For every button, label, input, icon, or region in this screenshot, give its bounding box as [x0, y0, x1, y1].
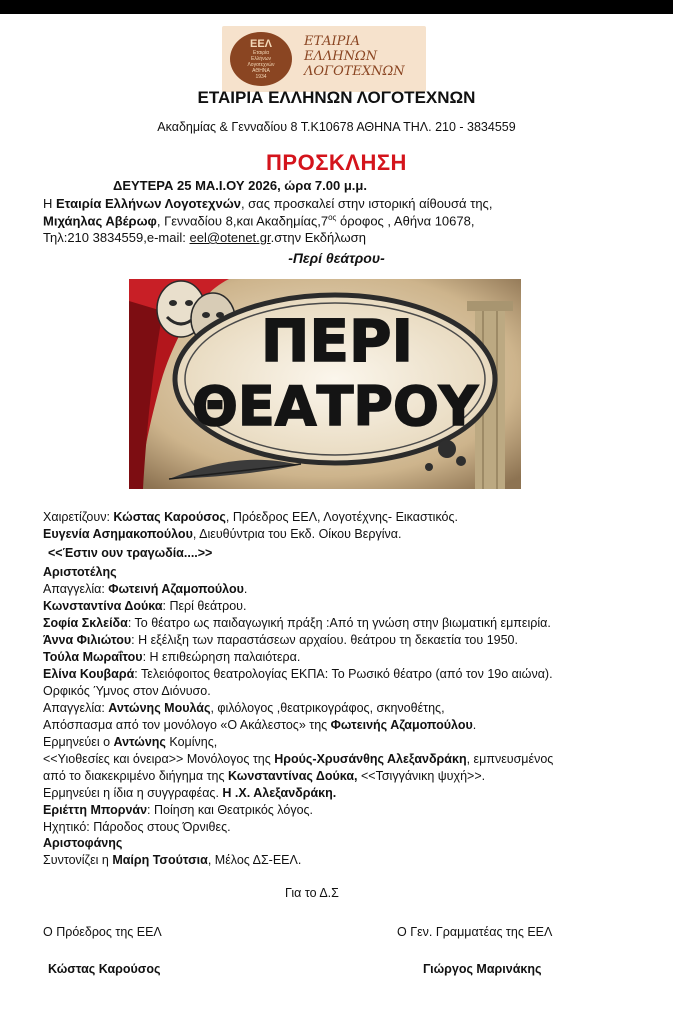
speaker-name: Κωνσταντίνα Δούκα [43, 599, 163, 613]
org-address: Ακαδημίας & Γενναδίου 8 Τ.Κ10678 ΑΘΗΝΑ ΤΗΛ. 210 - 3834559 [157, 120, 516, 134]
speaker-name: Ευγενία Ασημακοπούλου [43, 527, 193, 541]
text-span: Η [43, 196, 56, 211]
for-board-label: Για το Δ.Σ [285, 886, 339, 900]
text-span: από το διακεκριμένο διήγημα της [43, 769, 229, 783]
speaker-name: Κώστας Καρούσος [113, 510, 226, 524]
text-span: Απαγγελία: [43, 582, 109, 596]
author-name: Κωνσταντίνας Δούκα, [228, 769, 358, 783]
speaker-name: Φωτεινή Αζαμοπούλου [108, 582, 244, 596]
author-name: Φωτεινής Αζαμοπούλου [330, 718, 473, 732]
logo-text-line: ΛΟΓΟΤΕΧΝΩΝ [304, 64, 405, 79]
program-line [43, 599, 246, 613]
president-title: Ο Πρόεδρος της ΕΕΛ [43, 925, 162, 939]
text-span: , σας προσκαλεί στην ιστορική αίθουσά της, [240, 196, 493, 211]
author-name: Ηρούς-Χρυσάνθης Αλεξανδράκη [274, 752, 467, 766]
seal-line: 1934 [255, 74, 267, 80]
text-span: Κομίνης, [165, 735, 218, 749]
program-line [43, 735, 217, 749]
text-span: Τηλ:210 3834559,e-mail: [43, 230, 190, 245]
program-line [43, 786, 336, 800]
logo-text-line: ΕΛΛΗΝΩΝ [304, 49, 378, 64]
text-span: Χαιρετίζουν: [43, 510, 114, 524]
invitation-paragraph-line [43, 213, 474, 228]
text-span: Ερμηνεύει ο [43, 735, 114, 749]
text-span: <<Υιοθεσίες και όνειρα>> Μονόλογος της [43, 752, 275, 766]
text-span: Ερμηνεύει η ίδια η συγγραφέας. [43, 786, 223, 800]
invitation-paragraph-line [43, 196, 492, 211]
text-span: όροφος , Αθήνα 10678, [336, 213, 475, 229]
program-line [43, 769, 485, 783]
top-status-bar [0, 0, 673, 14]
text-span: . [243, 582, 248, 596]
text-span: Συντονίζει η [43, 853, 113, 867]
speaker-name: Σοφία Σκλείδα [43, 616, 128, 630]
invitation-title: ΠΡΟΣΚΛΗΣΗ [266, 150, 407, 175]
event-poster [129, 279, 521, 489]
text-span: Απαγγελία: [43, 701, 109, 715]
event-date: ΔΕΥΤΕΡΑ 25 ΜΑ.Ι.ΟΥ 2026, ώρα 7.00 μ.μ. [113, 178, 367, 193]
ordinal-suffix: ος [328, 213, 337, 222]
seal-line: ΑΘΗΝΑ [252, 68, 270, 74]
program-line [43, 582, 247, 596]
secretary-name: Γιώργος Μαρινάκης [423, 962, 542, 976]
text-span: Απόσπασμα από τον μονόλογο «Ο Ακάλεστος» της [43, 718, 331, 732]
program-line: Ορφικός Ύμνος στον Διόνυσο. [43, 684, 211, 698]
seal-line: Ελλήνων [250, 56, 272, 62]
program-line [43, 510, 458, 524]
society-name: Εταιρία Ελλήνων Λογοτεχνών [56, 196, 241, 211]
performer-name: Αντώνης [113, 735, 166, 749]
program-line [43, 853, 301, 867]
author-name: Η .Χ. Αλεξανδράκη. [222, 786, 337, 800]
invitation-paragraph-line [43, 230, 366, 245]
program-line [43, 616, 551, 630]
event-subtitle: -Περί θεάτρου- [288, 250, 385, 266]
text-span: .στην Εκδήλωση [270, 230, 366, 245]
logo-wordmark [304, 34, 422, 79]
email-link[interactable]: eel@otenet.gr [189, 230, 271, 245]
program-line: Ηχητικό: Πάροδος στους Όρνιθες. [43, 820, 231, 834]
speaker-name: Ελίνα Κουβαρά [43, 667, 135, 681]
speaker-name: Αντώνης Μουλάς [108, 701, 211, 715]
seal-line: Λογοτεχνών [247, 62, 275, 68]
text-span: : Η εξέλιξη των παραστάσεων αρχαίου. θεάτρου τη δεκαετία του 1950. [131, 633, 518, 647]
text-span: , φιλόλογος ,θεατρικογράφος, σκηνοθέτης, [210, 701, 445, 715]
program-heading: <<Έστιν ουν τραγωδία....>> [48, 546, 213, 560]
text-span: . [472, 718, 477, 732]
poster-title-line-1: ΠΕΡΙ [260, 307, 414, 375]
program-line [43, 650, 300, 664]
seal-initials: ΕΕΛ [249, 38, 272, 50]
program-line [43, 752, 553, 766]
program-line [43, 633, 518, 647]
program-line [43, 701, 445, 715]
text-span: , εμπνευσμένος [466, 752, 554, 766]
program-heading: Αριστοτέλης [43, 565, 117, 579]
text-span: : Το θέατρο ως παιδαγωγική πράξη :Από τη γνώση στην βιωματική εμπειρία. [127, 616, 551, 630]
hall-name: Μιχάηλας Αβέρωφ [43, 213, 157, 229]
text-span: : Τελειόφοιτος θεατρολογίας ΕΚΠΑ: Το Ρωσικό θέατρο (από τον 19ο αιώνα). [134, 667, 553, 681]
program-line [43, 667, 553, 681]
secretary-title: Ο Γεν. Γραμματέας της ΕΕΛ [397, 925, 553, 939]
speaker-name: Εριέττη Μπορνάν [43, 803, 148, 817]
logo-seal-icon [230, 32, 292, 86]
text-span: , Πρόεδρος ΕΕΛ, Λογοτέχνης- Εικαστικός. [225, 510, 458, 524]
text-span: : Περί θεάτρου. [162, 599, 247, 613]
coordinator-name: Μαίρη Τσούτσια [112, 853, 208, 867]
program-line [43, 803, 313, 817]
text-span: , Διευθύντρια του Εκδ. Οίκου Βεργίνα. [192, 527, 402, 541]
seal-line: Εταιρία [252, 50, 270, 56]
text-span: , Γενναδίου 8,και Ακαδημίας,7 [156, 213, 329, 229]
text-span: <<Τσιγγάνικη ψυχή>>. [357, 769, 486, 783]
speaker-name: Τούλα Μωραΐτου [43, 650, 143, 664]
program-line [43, 527, 401, 541]
president-name: Κώστας Καρούσος [48, 962, 161, 976]
program-line [43, 718, 476, 732]
society-logo [222, 26, 426, 92]
program-heading: Αριστοφάνης [43, 836, 123, 850]
org-title: ΕΤΑΙΡΙΑ ΕΛΛΗΝΩΝ ΛΟΓΟΤΕΧΝΩΝ [197, 88, 476, 107]
poster-title-line-2: ΘΕΑΤΡΟΥ [191, 375, 479, 438]
speaker-name: Άννα Φιλιώτου [43, 633, 132, 647]
text-span: , Μέλος ΔΣ-ΕΕΛ. [207, 853, 302, 867]
text-span: : Ποίηση και Θεατρικός λόγος. [147, 803, 314, 817]
text-span: : Η επιθεώρηση παλαιότερα. [142, 650, 301, 664]
logo-text-line: ΕΤΑΙΡΙΑ [304, 34, 360, 49]
